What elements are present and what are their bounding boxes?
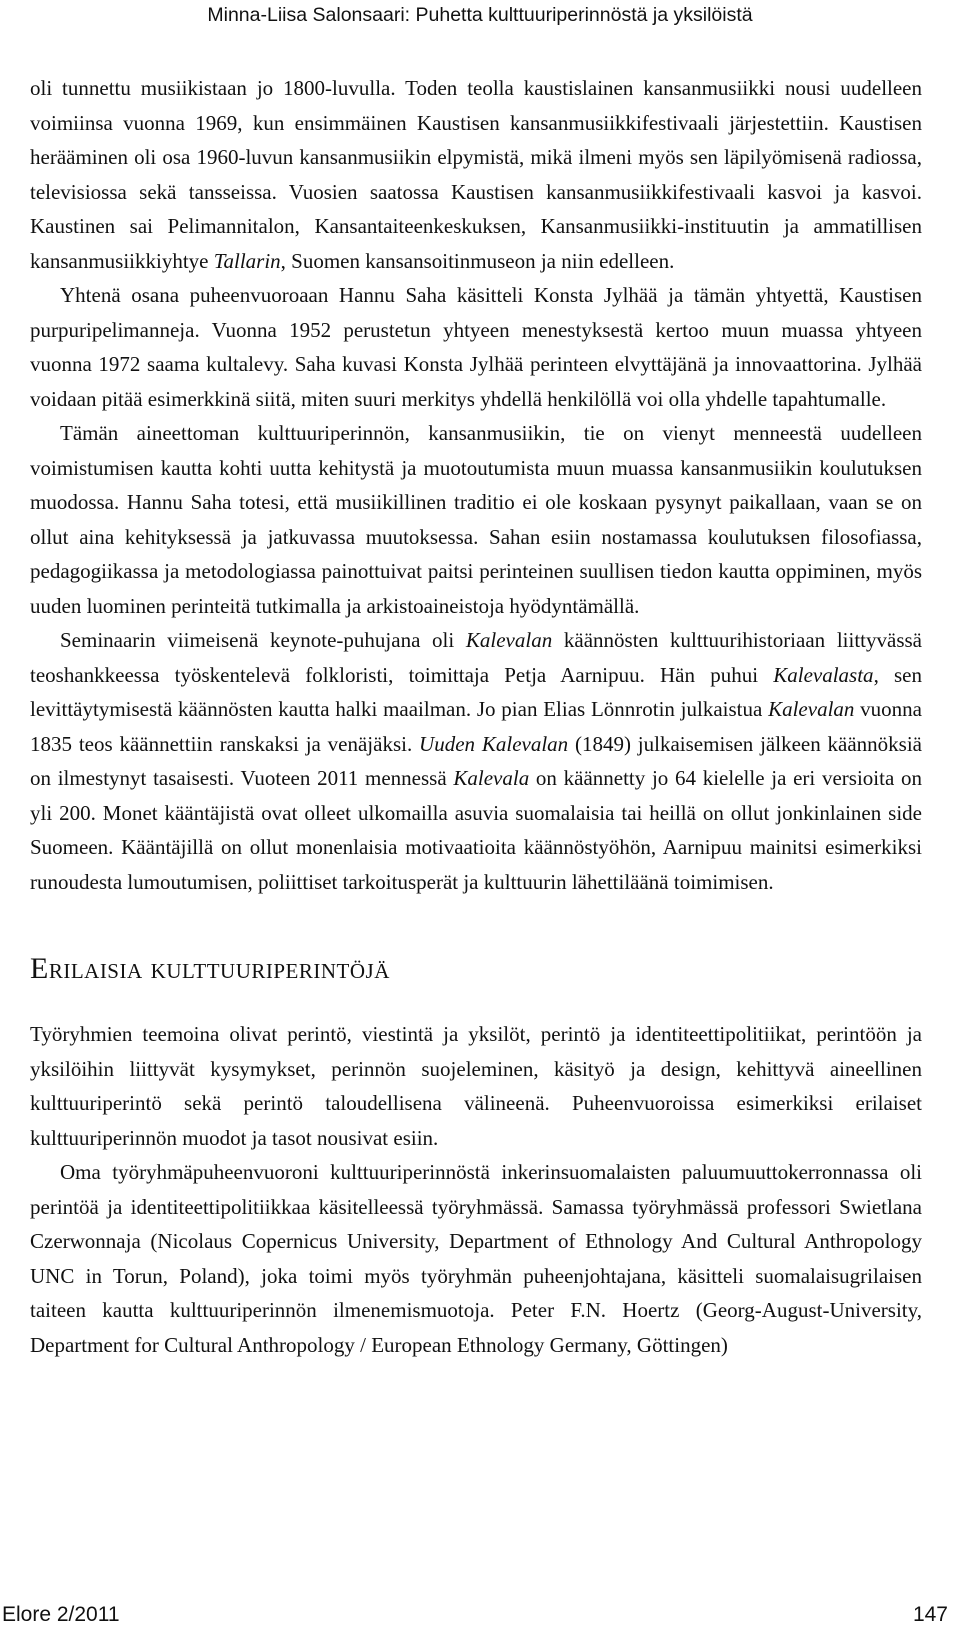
paragraph-text: , sen levittäytymisestä käännösten kautta halki maailman. Jo pian Elias Lönnrotin julkaistua [30,662,922,721]
section-paragraph-2: Oma työryhmäpuheenvuoroni kulttuuriperinnöstä inkerinsuomalaisten paluumuuttokerronnassa oli perintöä ja identiteettipolitiikkaa käsitelleessä työryhmässä. Samassa työryhmässä professori Swietlana Czerwonnaja (Nicolaus Copernicus University, Department of Ethnology And Cultural Anthropology UNC in Torun, Poland), joka toimi myös työryhmän puheenjohtajana, käsitteli suomalaisugrilaisen taiteen kautta kulttuuriperinnön ilmenemismuotoja. Peter F.N. Hoertz (Georg-August-University, Department for Cultural Anthropology / European Ethnology Germany, Göttingen) [30,1160,922,1357]
paragraph-text: (1849) julkaisemisen jälkeen käännöksiä on ilmestynyt tasaisesti. Vuoteen 2011 mennessä [30,731,922,790]
italic-title: Tallarin [213,248,281,273]
running-header: Minna-Liisa Salonsaari: Puhetta kulttuuriperinnöstä ja yksilöistä [207,4,753,26]
paragraph-text: Seminaarin viimeisenä keynote-puhujana oli [60,628,466,652]
footer-page-number: 147 [912,1603,948,1626]
paragraph-text: , Suomen kansansoitinmuseon ja niin edelleen. [280,248,675,273]
footer-journal-issue: Elore 2/2011 [2,1603,120,1626]
italic-title: Kalevalan [768,697,855,721]
italic-title: Kalevalan [465,628,553,652]
body-paragraph-3: Tämän aineettoman kulttuuriperinnön, kansanmusiikin, tie on vienyt menneestä uudelleen voimistumisen kautta kohti uutta kehitystä ja muotoutumista muun muassa kansanmusiikin koulutuksen muodossa. Hannu Saha totesi, että musiikillinen traditio ei ole koskaan pysynyt paikallaan, vaan se on ollut aina kehityksessä ja jatkuvassa muutoksessa. Sahan esiin nostamassa koulutuksen filosofiassa, pedagogiikassa ja metodologiassa painottuivat paitsi perinteinen suullisen tiedon kautta oppiminen, myös uuden luominen perinteitä tutkimalla ja arkistoaineistoja hyödyntämällä. [30,421,922,618]
italic-title: Kalevala [453,766,530,790]
paragraph-text: käännösten kulttuurihistoriaan liittyvässä teoshankkeessa työskentelevä folkloristi, toimittaja Petja Aarnipuu. Hän puhui [30,628,922,687]
paragraph-text: oli tunnettu musiikistaan jo 1800-luvulla. Toden teolla kaustislainen kansanmusiikki nousi uudelleen voimiinsa vuonna 1969, kun ensimmäinen Kaustisen kansanmusiikkifestivaali järjestettiin. Kaustisen herääminen oli osa 1960-luvun kansanmusiikin elpymistä, mikä ilmeni myös sen läpilyömisenä radiossa, televisiossa sekä tansseissa. Vuosien saatossa Kaustisen kansanmusiikkifestivaali kasvoi ja kasvoi. Kaustinen sai Pelimannitalon, Kansantaiteenkeskuksen, Kansanmusiikki-instituutin ja ammatillisen kansanmusiikkiyhtye [30,76,922,273]
body-paragraph-4 [30,623,922,899]
paragraph-text: on käännetty jo 64 kielelle ja eri versioita on yli 200. Monet kääntäjistä ovat olleet ulkomailla asuvia suomalaisia tai heillä on ollut jonkinlainen side Suomeen. Kääntäjillä on ollut monenlaisia motivaatioita käännöstyöhön, Aarnipuu mainitsi esimerkiksi runoudesta lumoutumisen, poliittiset tarkoitusperät ja kulttuurin lähettiläänä toimimisen. [30,766,922,894]
section-paragraph-1: Työryhmien teemoina olivat perintö, viestintä ja yksilöt, perintö ja identiteettipolitiikat, perintöön ja yksilöihin liittyvät kysymykset, perinnön suojeleminen, käsityö ja design, kehittyvä aineellinen kulttuuriperintö sekä perintö taloudellisena välineenä. Puheenvuoroissa esimerkiksi erilaiset kulttuuriperinnön muodot ja tasot nousivat esiin. [30,1022,922,1150]
paragraph-text: vuonna 1835 teos käännettiin ranskaksi ja venäjäksi. [30,697,922,756]
italic-title: Uuden Kalevalan [419,731,569,756]
section-heading: Erilaisia kulttuuriperintöjä [30,952,390,985]
article-body [30,71,922,1362]
body-paragraph-1 [30,71,922,278]
body-paragraph-2: Yhtenä osana puheenvuoroaan Hannu Saha käsitteli Konsta Jylhää ja tämän yhtyettä, Kaustisen purpuripelimanneja. Vuonna 1952 perustetun yhtyeen menestyksestä kertoo muun muassa yhtyeen vuonna 1972 saama kultalevy. Saha kuvasi Konsta Jylhää perinteen elvyttäjänä ja innovaattorina. Jylhää voidaan pitää esimerkkinä siitä, miten suuri merkitys yhdellä henkilöllä voi olla yhdelle tapahtumalle. [30,283,922,411]
italic-title: Kalevalasta [773,662,874,687]
